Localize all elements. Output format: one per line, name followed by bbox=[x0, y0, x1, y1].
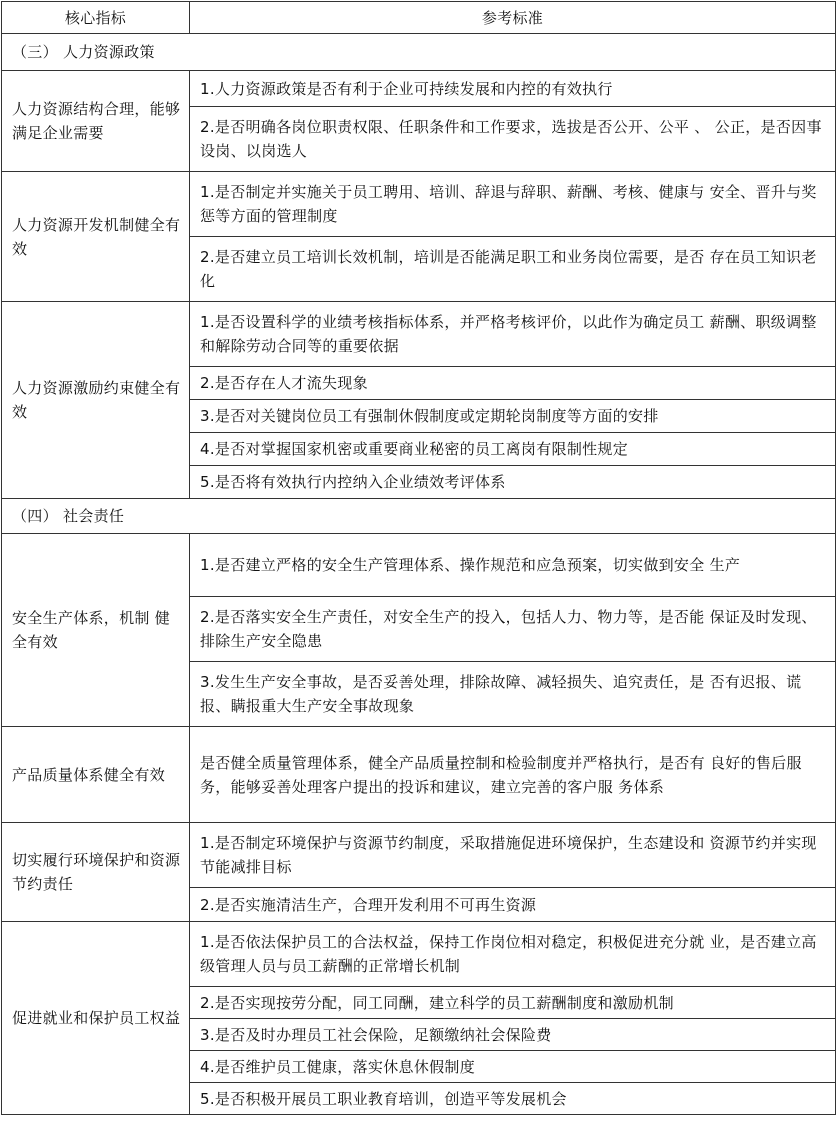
criterion-cell: 2.是否实现按劳分配，同工同酬，建立科学的员工薪酬制度和激励机制 bbox=[190, 987, 836, 1019]
criterion-cell: 3.是否及时办理员工社会保险，足额缴纳社会保险费 bbox=[190, 1019, 836, 1051]
criterion-cell: 2.是否存在人才流失现象 bbox=[190, 367, 836, 400]
criterion-cell: 1.是否依法保护员工的合法权益，保持工作岗位相对稳定，积极促进充分就 业，是否建立高级管理人员与员工薪酬的正常增长机制 bbox=[190, 922, 836, 987]
table-row bbox=[2, 172, 836, 237]
header-indicator: 核心指标 bbox=[2, 2, 190, 34]
criterion-cell: 2.是否落实安全生产责任，对安全生产的投入，包括人力、物力等，是否能 保证及时发现、排除生产安全隐患 bbox=[190, 597, 836, 662]
section-title: （三） 人力资源政策 bbox=[2, 34, 836, 71]
table-row bbox=[2, 727, 836, 823]
section-title: （四） 社会责任 bbox=[2, 499, 836, 534]
criterion-cell: 1.是否制定环境保护与资源节约制度，采取措施促进环境保护，生态建设和 资源节约并实现节能减排目标 bbox=[190, 823, 836, 888]
indicator-cell: 安全生产体系，机制 健全有效 bbox=[2, 534, 190, 727]
indicator-cell: 人力资源激励约束健全有效 bbox=[2, 302, 190, 499]
indicator-cell: 人力资源结构合理，能够满足企业需要 bbox=[2, 71, 190, 172]
criterion-cell: 2.是否明确各岗位职责权限、任职条件和工作要求，选拔是否公开、公平 、 公正，是否因事设岗、以岗选人 bbox=[190, 107, 836, 172]
criterion-cell: 1.是否设置科学的业绩考核指标体系，并严格考核评价，以此作为确定员工 薪酬、职级调整和解除劳动合同等的重要依据 bbox=[190, 302, 836, 367]
criterion-cell: 3.发生生产安全事故，是否妥善处理，排除故障、减轻损失、追究责任，是 否有迟报、谎报、瞒报重大生产安全事故现象 bbox=[190, 662, 836, 727]
header-standard: 参考标准 bbox=[190, 2, 836, 34]
criterion-cell: 5.是否将有效执行内控纳入企业绩效考评体系 bbox=[190, 466, 836, 499]
indicator-cell: 促进就业和保护员工权益 bbox=[2, 922, 190, 1115]
criterion-cell: 5.是否积极开展员工职业教育培训，创造平等发展机会 bbox=[190, 1083, 836, 1115]
section-row bbox=[2, 34, 836, 71]
criterion-cell: 1.人力资源政策是否有利于企业可持续发展和内控的有效执行 bbox=[190, 71, 836, 107]
criterion-cell: 4.是否维护员工健康，落实休息休假制度 bbox=[190, 1051, 836, 1083]
criterion-cell: 1.是否制定并实施关于员工聘用、培训、辞退与辞职、薪酬、考核、健康与 安全、晋升与奖惩等方面的管理制度 bbox=[190, 172, 836, 237]
section-row bbox=[2, 499, 836, 534]
table-row bbox=[2, 302, 836, 367]
table-row bbox=[2, 534, 836, 597]
criterion-cell: 2.是否建立员工培训长效机制，培训是否能满足职工和业务岗位需要，是否 存在员工知识老化 bbox=[190, 237, 836, 302]
indicator-cell: 切实履行环境保护和资源节约责任 bbox=[2, 823, 190, 922]
criterion-cell: 4.是否对掌握国家机密或重要商业秘密的员工离岗有限制性规定 bbox=[190, 433, 836, 466]
table-header-row bbox=[2, 2, 836, 34]
table-row bbox=[2, 922, 836, 987]
criterion-cell: 1.是否建立严格的安全生产管理体系、操作规范和应急预案，切实做到安全 生产 bbox=[190, 534, 836, 597]
table-row bbox=[2, 71, 836, 107]
reference-standards-table bbox=[1, 1, 836, 1115]
criterion-cell: 是否健全质量管理体系，健全产品质量控制和检验制度并严格执行，是否有 良好的售后服务，能够妥善处理客户提出的投诉和建议，建立完善的客户服 务体系 bbox=[190, 727, 836, 823]
table-row bbox=[2, 823, 836, 888]
indicator-cell: 人力资源开发机制健全有效 bbox=[2, 172, 190, 302]
indicator-cell: 产品质量体系健全有效 bbox=[2, 727, 190, 823]
criterion-cell: 2.是否实施清洁生产，合理开发利用不可再生资源 bbox=[190, 888, 836, 922]
criterion-cell: 3.是否对关键岗位员工有强制休假制度或定期轮岗制度等方面的安排 bbox=[190, 400, 836, 433]
